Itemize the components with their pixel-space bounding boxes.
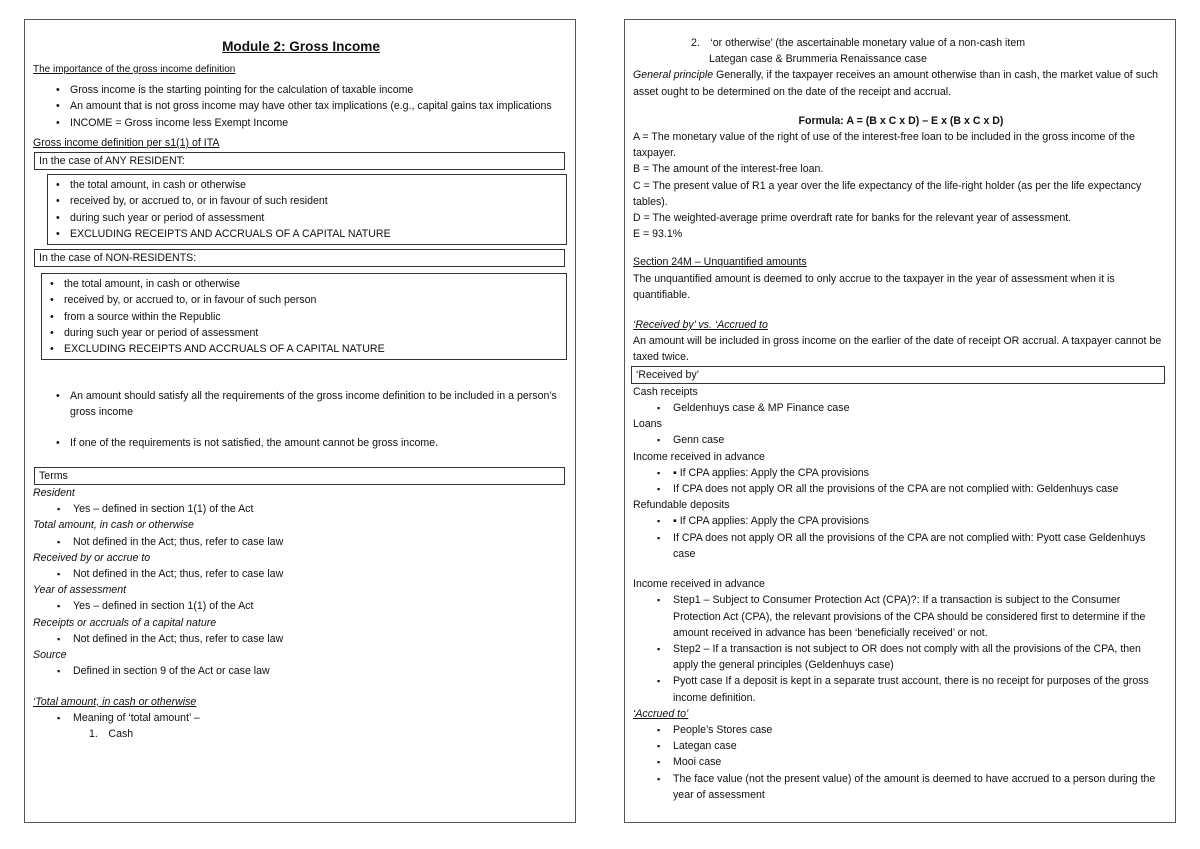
importance-list <box>33 82 569 131</box>
formula-var: B = The amount of the interest-free loan. <box>633 163 824 176</box>
list-item: ▪ Geldenhuys case & MP Finance case <box>633 400 1169 416</box>
term-detail: ▪ Not defined in the Act; thus, refer to case law <box>33 566 569 582</box>
list-item: ▪ ▪ If CPA applies: Apply the CPA provisions <box>633 513 1169 529</box>
list-item: • EXCLUDING RECEIPTS AND ACCRUALS OF A CAPITAL NATURE <box>48 226 566 242</box>
list-item: ▪ If CPA does not apply OR all the provisions of the CPA are not complied with: Pyott case Geldenhuys case <box>633 530 1169 562</box>
list-item: ▪ If CPA does not apply OR all the provisions of the CPA are not complied with: Geldenhuys case <box>633 481 1169 497</box>
cash-receipts-label: Cash receipts <box>633 385 698 398</box>
general-principle-label: General principle <box>633 69 714 82</box>
s24m-heading: Section 24M – Unquantified amounts <box>633 256 807 269</box>
resident-box: In the case of ANY RESIDENT: <box>34 152 565 170</box>
list-item: • the total amount, in cash or otherwise <box>42 276 566 292</box>
formula-var: E = 93.1% <box>633 228 683 241</box>
otherwise-cases: Lategan case & Brummeria Renaissance case <box>709 53 927 66</box>
list-item: ▪ ▪ If CPA applies: Apply the CPA provisions <box>633 465 1169 481</box>
refundable-label: Refundable deposits <box>633 499 730 512</box>
resident-requirements-box <box>47 174 567 245</box>
term-detail: ▪ Not defined in the Act; thus, refer to case law <box>33 534 569 550</box>
list-item: • INCOME = Gross income less Exempt Income <box>33 115 569 131</box>
list-item: ▪ Step1 – Subject to Consumer Protection Act (CPA)?: If a transaction is subject to the Consumer Protection Act (CPA), the relevant provisions of the CPA should be considered first to determine if the amount received in advance has been ‘beneficially received’ or not. <box>633 592 1169 641</box>
otherwise-item: 2. ‘or otherwise’ (the ascertainable monetary value of a non-cash item <box>691 37 1026 49</box>
general-principle-text: Generally, if the taxpayer receives an amount otherwise than in cash, the market value of such asset ought to be determined on the date of the receipt and accrual. <box>633 69 1159 98</box>
list-item: • EXCLUDING RECEIPTS AND ACCRUALS OF A CAPITAL NATURE <box>42 341 566 357</box>
definition-heading: Gross income definition per s1(1) of ITA <box>33 136 220 149</box>
list-item: • Gross income is the starting pointing for the calculation of taxable income <box>33 82 569 98</box>
received-vs-accrued-heading: ‘Received by’ vs. ‘Accrued to <box>633 319 768 332</box>
term-label: Source <box>33 649 67 662</box>
list-item: • the total amount, in cash or otherwise <box>48 177 566 193</box>
list-item: • during such year or period of assessment <box>42 325 566 341</box>
accrued-heading: ‘Accrued to’ <box>633 707 689 720</box>
term-detail: ▪ Yes – defined in section 1(1) of the Act <box>33 598 569 614</box>
list-item: • received by, or accrued to, or in favour of such person <box>42 292 566 308</box>
list-item: • from a source within the Republic <box>42 309 566 325</box>
term-label: Total amount, in cash or otherwise <box>33 519 194 532</box>
loans-label: Loans <box>633 418 662 431</box>
terms-box: Terms <box>34 467 565 485</box>
page-title: Module 2: Gross Income <box>222 39 380 54</box>
list-item: ▪ Genn case <box>633 432 1169 448</box>
term-label: Resident <box>33 487 75 500</box>
list-item: ▪ Step2 – If a transaction is not subject to OR does not comply with all the provisions of the CPA, then apply the general principles (Geldenhuys case) <box>633 641 1169 673</box>
term-detail: ▪ Defined in section 9 of the Act or case law <box>33 663 569 679</box>
list-item: • If one of the requirements is not satisfied, the amount cannot be gross income. <box>33 435 569 451</box>
left-page <box>24 19 576 823</box>
requirements-notes-2 <box>33 435 569 451</box>
list-item: • An amount should satisfy all the requirements of the gross income definition to be included in a person’s gross income <box>33 388 569 420</box>
cash-item: 1. Cash <box>89 727 134 740</box>
term-detail: ▪ Not defined in the Act; thus, refer to case law <box>33 631 569 647</box>
term-label: Received by or accrue to <box>33 551 151 564</box>
list-item: • during such year or period of assessment <box>48 210 566 226</box>
list-item: ▪ Lategan case <box>633 738 1169 754</box>
list-item: • received by, or accrued to, or in favour of such resident <box>48 193 566 209</box>
total-amount-heading: ‘Total amount, in cash or otherwise <box>33 695 197 708</box>
right-page <box>624 19 1176 823</box>
requirements-notes <box>33 388 569 420</box>
general-principle <box>633 67 1169 99</box>
s24m-text: The unquantified amount is deemed to only accrue to the taxpayer in the year of assessment when it is quantifiable. <box>633 272 1115 301</box>
list-item: • An amount that is not gross income may have other tax implications (e.g., capital gains tax implications <box>33 98 569 114</box>
importance-heading: The importance of the gross income definition <box>33 64 236 75</box>
term-label: Year of assessment <box>33 584 127 597</box>
nonresident-requirements-box <box>41 273 567 360</box>
list-item: ▪ People’s Stores case <box>633 722 1169 738</box>
meaning-item: ▪ Meaning of ‘total amount’ – <box>33 710 569 726</box>
formula-var: C = The present value of R1 a year over the life expectancy of the life-right holder (as per the life expectancy tables). <box>633 179 1142 208</box>
term-detail: ▪ Yes – defined in section 1(1) of the Act <box>33 501 569 517</box>
terms-list <box>33 485 569 679</box>
list-item: ▪ Pyott case If a deposit is kept in a separate trust account, there is no receipt for purposes of the gross income definition. <box>633 673 1169 705</box>
formula-variables <box>633 129 1169 242</box>
formula-var: A = The monetary value of the right of use of the interest-free loan to be included in the gross income of the taxpayer. <box>633 131 1135 160</box>
formula: Formula: A = (B x C x D) – E x (B x C x D) <box>798 114 1004 127</box>
nonresident-box: In the case of NON-RESIDENTS: <box>34 249 565 267</box>
received-by-box: ‘Received by’ <box>631 366 1165 384</box>
list-item: ▪ The face value (not the present value) of the amount is deemed to have accrued to a person during the year of assessment <box>633 771 1169 803</box>
list-item: ▪ Mooi case <box>633 754 1169 770</box>
term-label: Receipts or accruals of a capital nature <box>33 616 217 629</box>
received-vs-accrued-text: An amount will be included in gross income on the earlier of the date of receipt OR accrual. A taxpayer cannot be taxed twice. <box>633 335 1162 364</box>
formula-var: D = The weighted-average prime overdraft rate for banks for the relevant year of assessment. <box>633 212 1072 225</box>
income-advance-label-2: Income received in advance <box>633 578 765 591</box>
income-advance-label: Income received in advance <box>633 450 765 463</box>
